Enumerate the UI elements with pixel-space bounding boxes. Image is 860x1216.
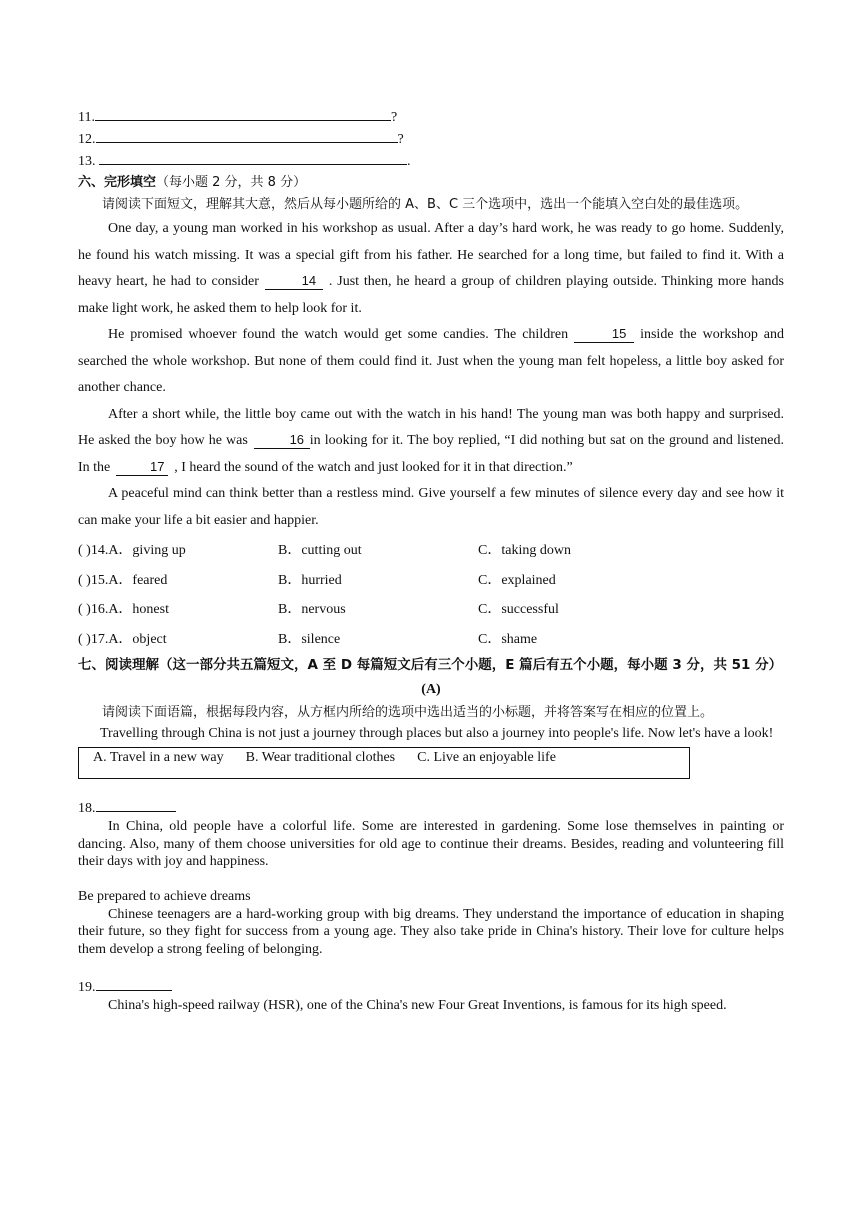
box-option-b: B. Wear traditional clothes <box>245 750 396 765</box>
box-option-a: A. Travel in a new way <box>93 750 224 765</box>
part-a-title: (A) <box>421 682 441 697</box>
cloze-blank-16[interactable]: 16 <box>254 432 310 449</box>
cloze-blank-15[interactable]: 15 <box>574 326 634 343</box>
worksheet-page <box>78 106 784 1015</box>
reading-paragraph-3: China's high-speed railway (HSR), one of the China's new Four Great Inventions, is famous for its high speed. <box>108 998 727 1013</box>
box-option-c: C. Live an enjoyable life <box>417 750 556 765</box>
option-row-15: ( )15.A．feared B．hurried C．explained <box>78 572 556 588</box>
answer-blank-18[interactable] <box>96 797 176 812</box>
option-row-17: ( )17.A．object B．silence C．shame <box>78 631 538 647</box>
answer-line-18: 18. <box>78 797 784 818</box>
story-paragraph-3: After a short while, the little boy came out with the watch in his hand! The young man was both happy and surprised. He asked the boy how he was 16 in looking for it. The boy replied, “I did nothing but sat on the ground and listened. In the 17 , I heard the sound of the watch and just looked for it in that direction.” <box>78 406 784 475</box>
option-row-14: ( )14.A．giving up B．cutting out C．taking down <box>78 543 571 558</box>
section-6-heading: 六、完形填空（每小题 2 分，共 8 分） <box>78 175 307 190</box>
section-7-heading: 七、阅读理解（这一部分共五篇短文，A 至 D 每篇短文后有三个小题，E 篇后有五个小题，每小题 3 分，共 51 分） <box>78 657 783 673</box>
option-row-16: ( )16.A．honest B．nervous C．successful <box>78 602 559 617</box>
answer-lines <box>78 106 784 172</box>
cloze-options <box>78 536 784 654</box>
cloze-blank-17[interactable]: 17 <box>116 459 168 476</box>
reading-paragraph-1: In China, old people have a colorful life. Some are interested in gardening. Some lose themselves in painting or dancing. Also, many of them choose universities for old age to continue their dreams. Besides, reading and volunteering fill their days with joy and happiness. <box>78 819 784 869</box>
answer-blank-11[interactable] <box>95 106 391 121</box>
answer-line-11: 11. ? <box>78 106 784 128</box>
answer-blank-13[interactable] <box>99 150 407 165</box>
reading-subheading-2: Be prepared to achieve dreams <box>78 888 251 904</box>
reading-paragraph-2: Chinese teenagers are a hard-working group with big dreams. They understand the importance of education in shaping their future, so they fight for success from a young age. They also take pride in China's history. Their love for culture helps them develop a strong feeling of belonging. <box>78 906 784 957</box>
cloze-blank-14[interactable]: 14 <box>265 273 323 290</box>
section-7-instruction: 请阅读下面语篇，根据每段内容，从方框内所给的选项中选出适当的小标题，并将答案写在相应的位置上。 <box>102 705 714 720</box>
reading-intro: Travelling through China is not just a journey through places but also a journey into people's life. Now let's have a look! <box>100 726 774 741</box>
story-paragraph-1: One day, a young man worked in his workshop as usual. After a day’s hard work, he was ready to go home. Suddenly, he found his watch missing. It was a special gift from his father. He searched for a long time, but failed to find it. With a heavy heart, he had to consider 14 . Just then, he heard a group of children playing outside. Thinking more hands make light work, he asked them to help look for it. <box>78 221 784 316</box>
story-paragraph-4: A peaceful mind can think better than a restless mind. Give yourself a few minutes of silence every day and see how it can make your life a bit easier and happier. <box>78 486 784 528</box>
answer-blank-12[interactable] <box>96 128 398 143</box>
answer-line-12: 12. ? <box>78 128 784 150</box>
heading-options-box <box>78 747 690 779</box>
answer-line-19: 19. <box>78 976 784 997</box>
story-paragraph-2: He promised whoever found the watch would get some candies. The children 15 inside the workshop and searched the whole workshop. But none of them could find it. Just when the young man felt hopeless, a little boy asked for another chance. <box>78 326 785 395</box>
answer-line-13: 13. . <box>78 150 784 172</box>
section-6-instruction: 请阅读下面短文，理解其大意，然后从每小题所给的 A、B、C 三个选项中，选出一个能填入空白处的最佳选项。 <box>102 197 749 212</box>
answer-blank-19[interactable] <box>96 976 172 991</box>
